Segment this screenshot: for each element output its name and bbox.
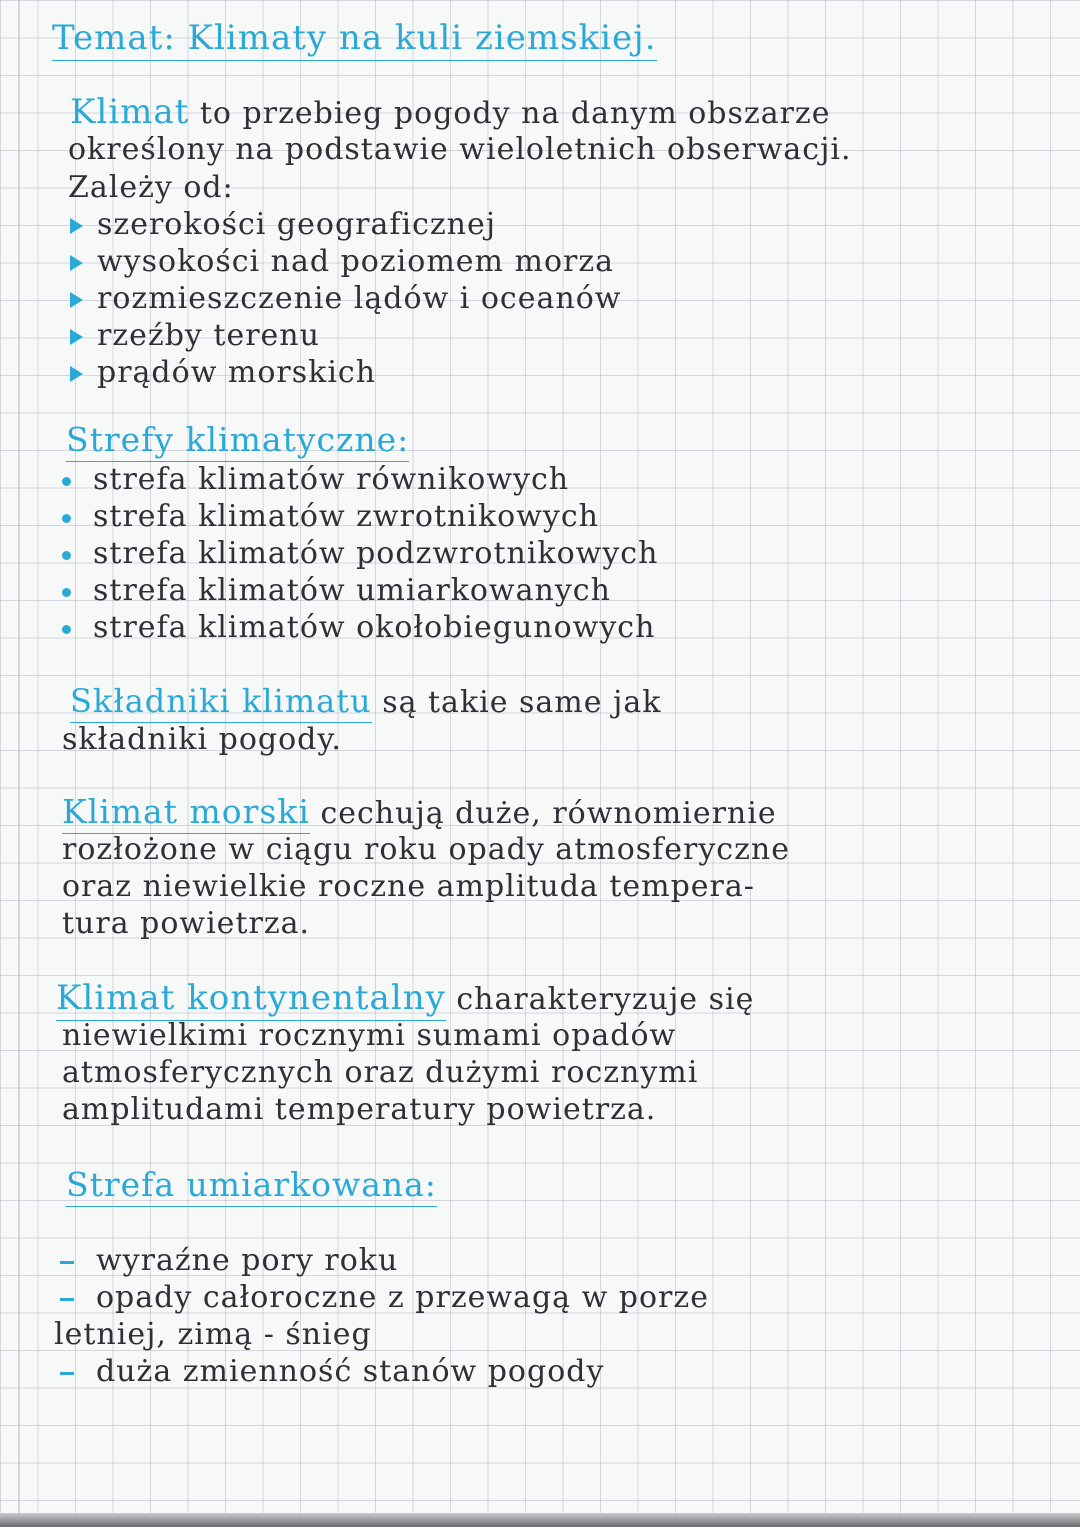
zones-heading: Strefy klimatyczne: xyxy=(66,420,409,459)
components-line-2: składniki pogody. xyxy=(62,722,342,757)
maritime-line-3: oraz niewielkie roczne amplituda tempera- xyxy=(62,869,755,904)
zone-item: strefa klimatów umiarkowanych xyxy=(62,573,611,608)
continental-line-4: amplitudami temperatury powietrza. xyxy=(62,1092,657,1127)
dot-bullet-icon xyxy=(62,625,71,634)
dot-bullet-icon xyxy=(62,477,71,486)
dash-bullet-icon xyxy=(60,1372,74,1375)
zone-item: strefa klimatów podzwrotnikowych xyxy=(62,536,658,571)
zone-item: strefa klimatów równikowych xyxy=(62,462,569,497)
depends-label: Zależy od: xyxy=(68,170,234,205)
definition-term: Klimat xyxy=(70,92,190,132)
triangle-bullet-icon xyxy=(70,329,83,345)
temperate-heading: Strefa umiarkowana: xyxy=(66,1165,437,1204)
dash-bullet-icon xyxy=(60,1298,74,1301)
continental-line-2: niewielkimi rocznymi sumami opadów xyxy=(62,1018,677,1053)
temperate-item: wyraźne pory roku xyxy=(60,1243,398,1278)
continental-line-1 xyxy=(56,978,754,1018)
maritime-text-1: cechują duże, równomiernie xyxy=(320,796,777,831)
temperate-item: opady całoroczne z przewagą w porze xyxy=(60,1280,709,1315)
definition-line-2: określony na podstawie wieloletnich obserwacji. xyxy=(68,132,852,167)
continental-term: Klimat kontynentalny xyxy=(56,978,446,1021)
triangle-bullet-icon xyxy=(70,292,83,308)
maritime-term: Klimat morski xyxy=(62,792,310,834)
temperate-item: duża zmienność stanów pogody xyxy=(60,1354,604,1389)
components-text-1: są takie same jak xyxy=(382,685,662,720)
margin-line xyxy=(18,0,20,1527)
components-term: Składniki klimatu xyxy=(70,682,372,723)
dot-bullet-icon xyxy=(62,514,71,523)
zone-item: strefa klimatów zwrotnikowych xyxy=(62,499,599,534)
triangle-bullet-icon xyxy=(70,255,83,271)
factor-item: prądów morskich xyxy=(70,355,376,390)
continental-text-1: charakteryzuje się xyxy=(456,982,755,1017)
dot-bullet-icon xyxy=(62,588,71,597)
triangle-bullet-icon xyxy=(70,218,83,234)
page-title: Temat: Klimaty na kuli ziemskiej. xyxy=(52,18,657,58)
maritime-line-4: tura powietrza. xyxy=(62,906,311,941)
triangle-bullet-icon xyxy=(70,366,83,382)
temperate-item-continuation: letniej, zimą - śnieg xyxy=(54,1317,372,1352)
factor-item: wysokości nad poziomem morza xyxy=(70,244,614,279)
dot-bullet-icon xyxy=(62,551,71,560)
factor-item: rozmieszczenie lądów i oceanów xyxy=(70,281,621,316)
definition-line-1 xyxy=(70,92,830,132)
maritime-line-2: rozłożone w ciągu roku opady atmosferyczne xyxy=(62,832,790,867)
zone-item: strefa klimatów okołobiegunowych xyxy=(62,610,655,645)
definition-text-1: to przebieg pogody na danym obszarze xyxy=(199,96,831,131)
dash-bullet-icon xyxy=(60,1261,74,1264)
factor-item: szerokości geograficznej xyxy=(70,207,496,242)
page-bottom-edge xyxy=(0,1513,1080,1527)
maritime-line-1 xyxy=(62,792,777,831)
continental-line-3: atmosferycznych oraz dużymi rocznymi xyxy=(62,1055,699,1090)
components-line-1 xyxy=(70,682,661,720)
factor-item: rzeźby terenu xyxy=(70,318,320,353)
